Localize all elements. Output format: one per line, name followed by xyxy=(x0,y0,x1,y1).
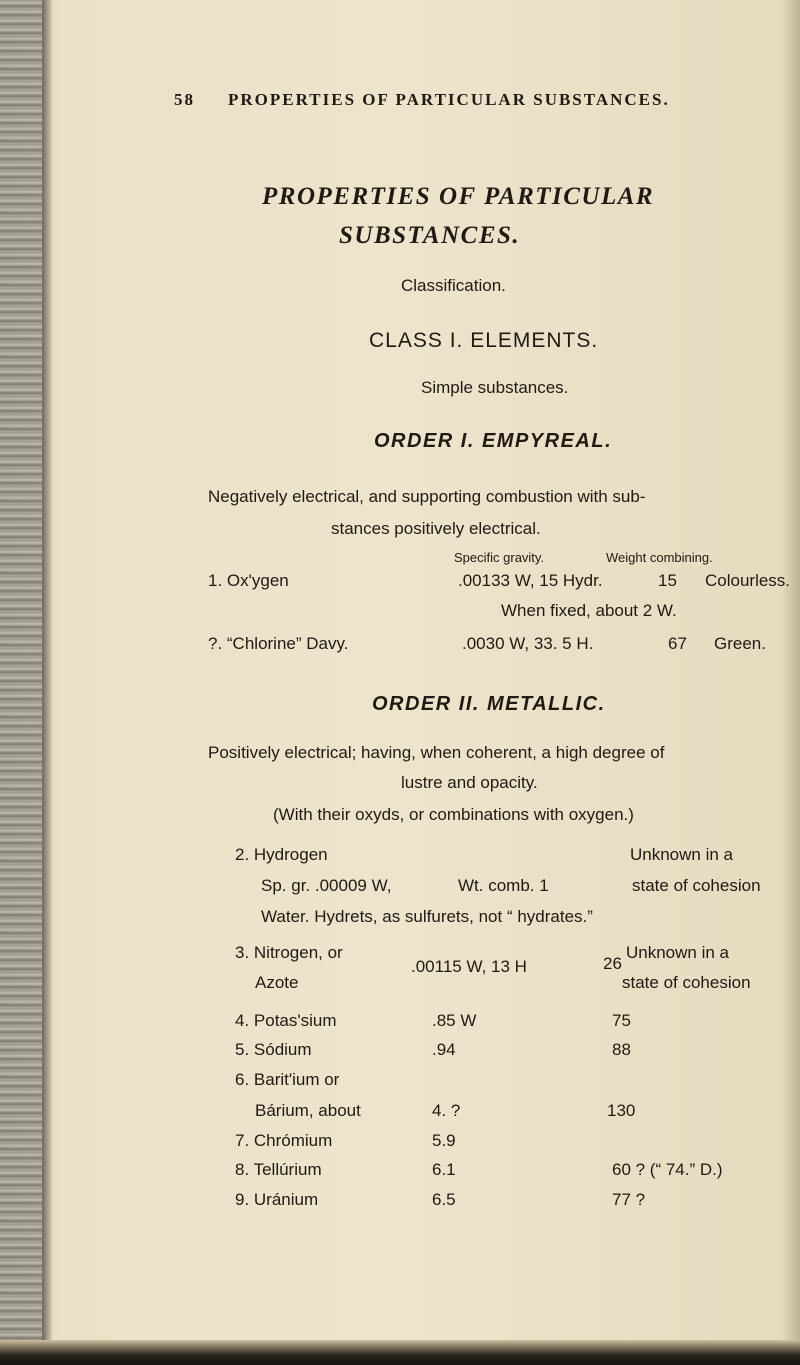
chlorine-name: ?. “Chlorine” Davy. xyxy=(208,634,349,653)
column-specific-gravity: Specific gravity. xyxy=(454,550,545,565)
chlorine-weight-combining: 67 xyxy=(668,634,687,653)
table-row-name: 5. Sódium xyxy=(235,1040,312,1059)
book-binding xyxy=(0,0,48,1365)
class-subheading: Simple substances. xyxy=(421,378,569,397)
oxygen-note: Colourless. xyxy=(705,571,791,590)
table-row-name: 4. Potas'sium xyxy=(235,1011,337,1030)
table-row-weight-combining: 60 ? (“ 74.” D.) xyxy=(612,1160,723,1179)
order2-heading: ORDER II. METALLIC. xyxy=(372,693,606,715)
page-number: 58 xyxy=(174,90,195,109)
table-row-note: Unknown in a xyxy=(626,943,730,962)
oxygen-specific-gravity: .00133 W, 15 Hydr. xyxy=(458,571,603,590)
chlorine-specific-gravity: .0030 W, 33. 5 H. xyxy=(462,634,594,653)
classification-label: Classification. xyxy=(401,276,506,295)
table-row-specific-gravity: 4. ? xyxy=(432,1101,461,1120)
table-row-name: 9. Uránium xyxy=(235,1190,319,1209)
table-row-note-cont: state of cohesion xyxy=(622,973,751,992)
page-bottom-edge xyxy=(0,1340,800,1365)
page-title-line1: PROPERTIES OF PARTICULAR xyxy=(262,183,655,210)
table-row-specific-gravity: 6.5 xyxy=(432,1190,456,1209)
order1-description-line2: stances positively electrical. xyxy=(331,519,541,538)
chlorine-note: Green. xyxy=(714,634,766,653)
page-title-line2: SUBSTANCES. xyxy=(339,222,521,249)
table-row-specific-gravity: .85 W xyxy=(432,1011,477,1030)
table-row-weight-combining: 88 xyxy=(612,1040,631,1059)
hydrogen-unknown: Unknown in a xyxy=(630,845,734,864)
hydrogen-weight-combining: Wt. comb. 1 xyxy=(458,876,549,895)
table-row-name-cont: Azote xyxy=(255,973,299,992)
binding-edge xyxy=(42,0,52,1365)
order2-description-line1: Positively electrical; having, when coherent, a high degree of xyxy=(208,743,665,762)
table-row-weight-combining: 75 xyxy=(612,1011,631,1030)
table-row-name: 6. Barit'ium or xyxy=(235,1070,340,1089)
table-row-weight-combining: 26 xyxy=(603,954,622,973)
hydrogen-cohesion-note: state of cohesion xyxy=(632,876,761,895)
hydrogen-name: 2. Hydrogen xyxy=(235,845,328,864)
hydrogen-water-note: Water. Hydrets, as sulfurets, not “ hydrates.” xyxy=(261,907,593,926)
order2-description-line2: lustre and opacity. xyxy=(401,773,538,792)
oxygen-note-fixed: When fixed, about 2 W. xyxy=(501,601,677,620)
table-row-name-cont: Bárium, about xyxy=(255,1101,361,1120)
order2-description-line3: (With their oxyds, or combinations with oxygen.) xyxy=(273,805,634,824)
table-row-specific-gravity: 6.1 xyxy=(432,1160,456,1179)
table-row-weight-combining: 77 ? xyxy=(612,1190,646,1209)
oxygen-weight-combining: 15 xyxy=(658,571,677,590)
table-row-weight-combining: 130 xyxy=(607,1101,636,1120)
column-weight-combining: Weight combining. xyxy=(606,550,713,565)
running-title: PROPERTIES OF PARTICULAR SUBSTANCES. xyxy=(228,90,670,109)
order1-description-line1: Negatively electrical, and supporting combustion with sub- xyxy=(208,487,646,506)
order1-heading: ORDER I. EMPYREAL. xyxy=(374,430,613,452)
table-row-name: 8. Tellúrium xyxy=(235,1160,322,1179)
oxygen-name: 1. Ox'ygen xyxy=(208,571,289,590)
table-row-specific-gravity: .00115 W, 13 H xyxy=(411,957,527,976)
table-row-specific-gravity: 5.9 xyxy=(432,1131,456,1150)
table-row-name: 3. Nitrogen, or xyxy=(235,943,343,962)
class-heading: CLASS I. ELEMENTS. xyxy=(369,329,599,352)
table-row-specific-gravity: .94 xyxy=(432,1040,456,1059)
table-row-name: 7. Chrómium xyxy=(235,1131,333,1150)
page-right-edge xyxy=(784,0,800,1365)
hydrogen-specific-gravity: Sp. gr. .00009 W, xyxy=(261,876,392,895)
